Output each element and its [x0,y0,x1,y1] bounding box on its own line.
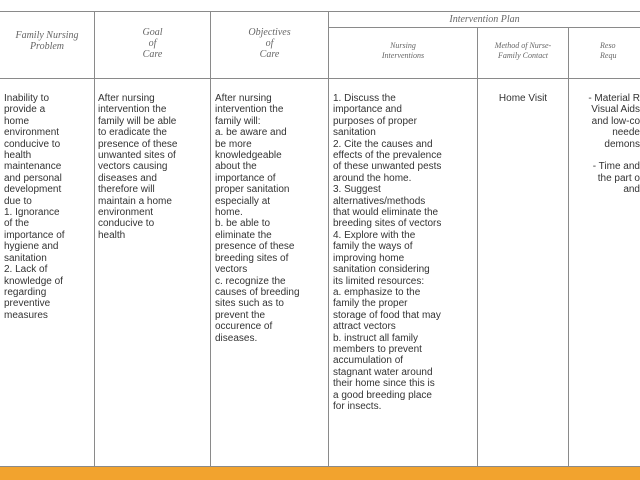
bottom-border [0,466,640,467]
header-intervention-plan: Intervention Plan [449,14,520,25]
top-border [0,11,640,12]
header-method-contact: Method of Nurse- Family Contact [494,41,552,60]
header-problem: Family Nursing Problem [15,30,79,52]
col-divider-2 [210,11,211,467]
intervention-subheader-line [328,27,640,28]
resources-cell: - Material R Visual Aids and low-co neede demons - Time and the part o and [588,93,640,196]
header-resources: Reso Requ [600,41,617,60]
objectives-cell: After nursing intervention the family will: a. be aware and be more knowledgeable about the importance of proper sanitation especially at home. b. be able to eliminate the presence of these breeding sites of vectors c. recognize the causes of breeding sites such as to prevent the occurence of diseases. [215,93,300,344]
header-objectives: Objectives of Care [248,27,291,60]
col-divider-1 [94,11,95,467]
goal-cell: After nursing intervention the family will be able to eradicate the presence of these unwanted sites of vectors causing diseases and therefore will maintain a home environment conducive to health [98,93,178,241]
method-cell: Home Visit [498,93,548,104]
interventions-cell: 1. Discuss the importance and purposes of proper sanitation 2. Cite the causes and effects of the prevalence of these unwanted pests around the home. 3. Suggest alternatives/methods that would eliminate the breeding sites of vectors 4. Explore with the family the ways of improving home sanitation considering its limited resources: a. emphasize to the family the proper storage of food that may attract vectors b. instruct all family members to prevent accumulation of stagnant water around their home since this is a good breeding place for insects. [333,93,442,412]
col-divider-5 [568,27,569,467]
problem-cell: Inability to provide a home environment conducive to health maintenance and personal development due to 1. Ignorance of the importance of hygiene and sanitation 2. Lack of knowledge of regarding preventive measures [4,93,65,321]
header-nursing-interventions: Nursing Interventions [381,41,425,60]
header-goal: Goal of Care [142,27,163,60]
col-divider-3 [328,11,329,467]
header-bottom-line [0,78,640,79]
